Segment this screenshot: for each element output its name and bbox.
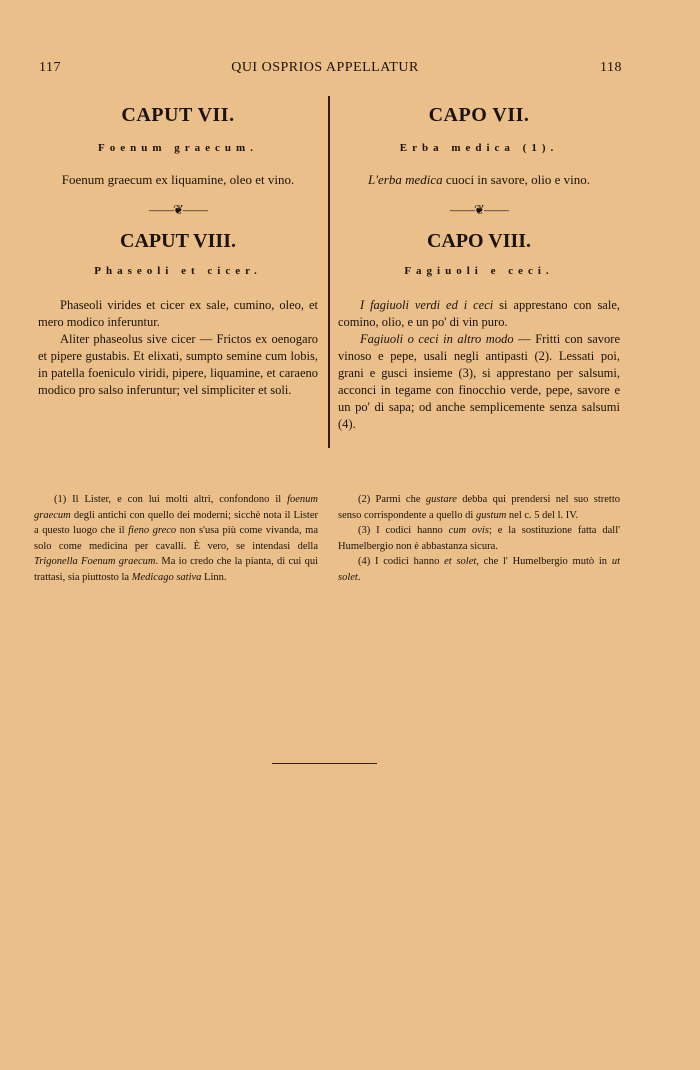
fn4-italic: ut solet	[338, 556, 620, 583]
bottom-rule	[272, 763, 377, 764]
fn1-part: degli antichi con quello dei moderni; sicchè nota il Lister a questo luogo che il	[34, 509, 318, 536]
capo-viii-heading: CAPO VIII.	[426, 230, 532, 252]
fn3-part: ; e la sostituzione fatta dall' Humelbergio non è abbastanza sicura.	[338, 525, 620, 552]
footnotes-left	[34, 492, 318, 585]
fn1-part: non s'usa più come vivanda, ma solo come medicina per cavalli. È vero, se intendasi della	[34, 525, 318, 552]
fn1-italic: Trigonella Foenum graecum	[34, 556, 156, 567]
ornament-divider-left: ——❦——	[149, 202, 207, 217]
fn1-italic: foenum graecum	[34, 494, 318, 521]
italian-p2-rest: — Fritti con savore vinoso e pepe, usali negli antipasti (2). Lessati poi, grani e gusci insieme (3), si apprestano per salsumi, acconci in tegame con finocchio verde, pepe, savore e un po' di sapa; od anche semplicemente senza salsumi (4).	[338, 332, 620, 431]
fn4-part: , che l' Humelbergio mutò in	[476, 556, 612, 567]
caput-vii-heading: CAPUT VII.	[121, 104, 235, 126]
fn4-part: (4) I codici hanno	[358, 556, 445, 567]
footnote-3	[338, 523, 620, 554]
italian-p1-rest: si apprestano con sale, comino, olio, e un po' di vin puro.	[338, 298, 620, 329]
italian-p1-italic: I fagiuoli verdi ed i ceci	[360, 298, 494, 312]
caput-viii-heading: CAPUT VIII.	[120, 230, 236, 252]
capo-vii-heading: CAPO VII.	[428, 104, 530, 126]
capo-vii-subtitle: Erba medica (1).	[399, 142, 559, 154]
page-number-left: 117	[39, 60, 61, 75]
caput-vii-subtitle: Foenum graecum.	[98, 142, 258, 154]
running-title: QUI OSPRIOS APPELLATUR	[231, 60, 419, 75]
fn3-italic: cum ovis	[448, 525, 489, 536]
footnote-2	[338, 492, 620, 523]
latin-paragraph-2: Aliter phaseolus sive cicer — Frictos ex oenogaro et pipere gustabis. Et elixati, sumpto semine cum lobis, in patella foeniculo viridi, pipere, liquamine, et caraeno modico pro salso inferuntur; vel simpliciter et soli.	[38, 332, 318, 397]
page-number-right: 118	[600, 60, 622, 75]
fn2-part: debba qui prendersi nel suo stretto senso corrispondente a quello di	[338, 494, 620, 521]
italian-paragraph-1	[338, 297, 620, 331]
italian-p2-italic: Fagiuoli o ceci in altro modo	[360, 332, 514, 346]
fn2-part: nel c. 5 del l. IV.	[506, 509, 579, 521]
ornament-divider-right: ——❦——	[450, 202, 508, 217]
fn1-part: (1) Il Lister, e con lui molti altri, confondono il	[54, 494, 288, 505]
fn2-part: (2) Parmi che	[358, 494, 426, 505]
fn2-italic: gustum	[475, 509, 507, 521]
latin-paragraph-1: Phaseoli virides et cicer ex sale, cumino, oleo, et mero modico inferuntur.	[38, 298, 318, 329]
latin-column	[38, 96, 318, 399]
fn1-part: Linn.	[201, 571, 227, 583]
capo-vii-text-italic: L'erba medica	[368, 172, 443, 187]
column-divider	[328, 96, 330, 448]
fn4-part: .	[357, 571, 361, 583]
italian-column	[338, 96, 620, 433]
footnote-4	[338, 554, 620, 585]
fn1-italic: fieno greco	[128, 525, 177, 536]
capo-viii-subtitle: Fagiuoli e ceci.	[404, 265, 554, 277]
caput-vii-text: Foenum graecum ex liquamine, oleo et vino.	[61, 172, 295, 187]
caput-viii-subtitle: Phaseoli et cicer.	[94, 265, 262, 277]
fn1-part: . Ma io credo che la pianta, di cui qui trattasi, sia piuttosto la	[34, 556, 319, 583]
fn3-part: (3) I codici hanno	[358, 525, 449, 536]
footnote-1	[34, 492, 318, 585]
italian-paragraph-2	[338, 331, 620, 433]
fn2-italic: gustare	[425, 494, 457, 505]
capo-vii-text-rest: cuoci in savore, olio e vino.	[442, 172, 590, 187]
running-head	[0, 60, 700, 82]
fn4-italic: et solet	[444, 556, 477, 567]
capo-vii-text	[338, 172, 620, 188]
footnotes-right	[338, 492, 620, 585]
fn1-italic: Medicago sativa	[131, 571, 202, 583]
